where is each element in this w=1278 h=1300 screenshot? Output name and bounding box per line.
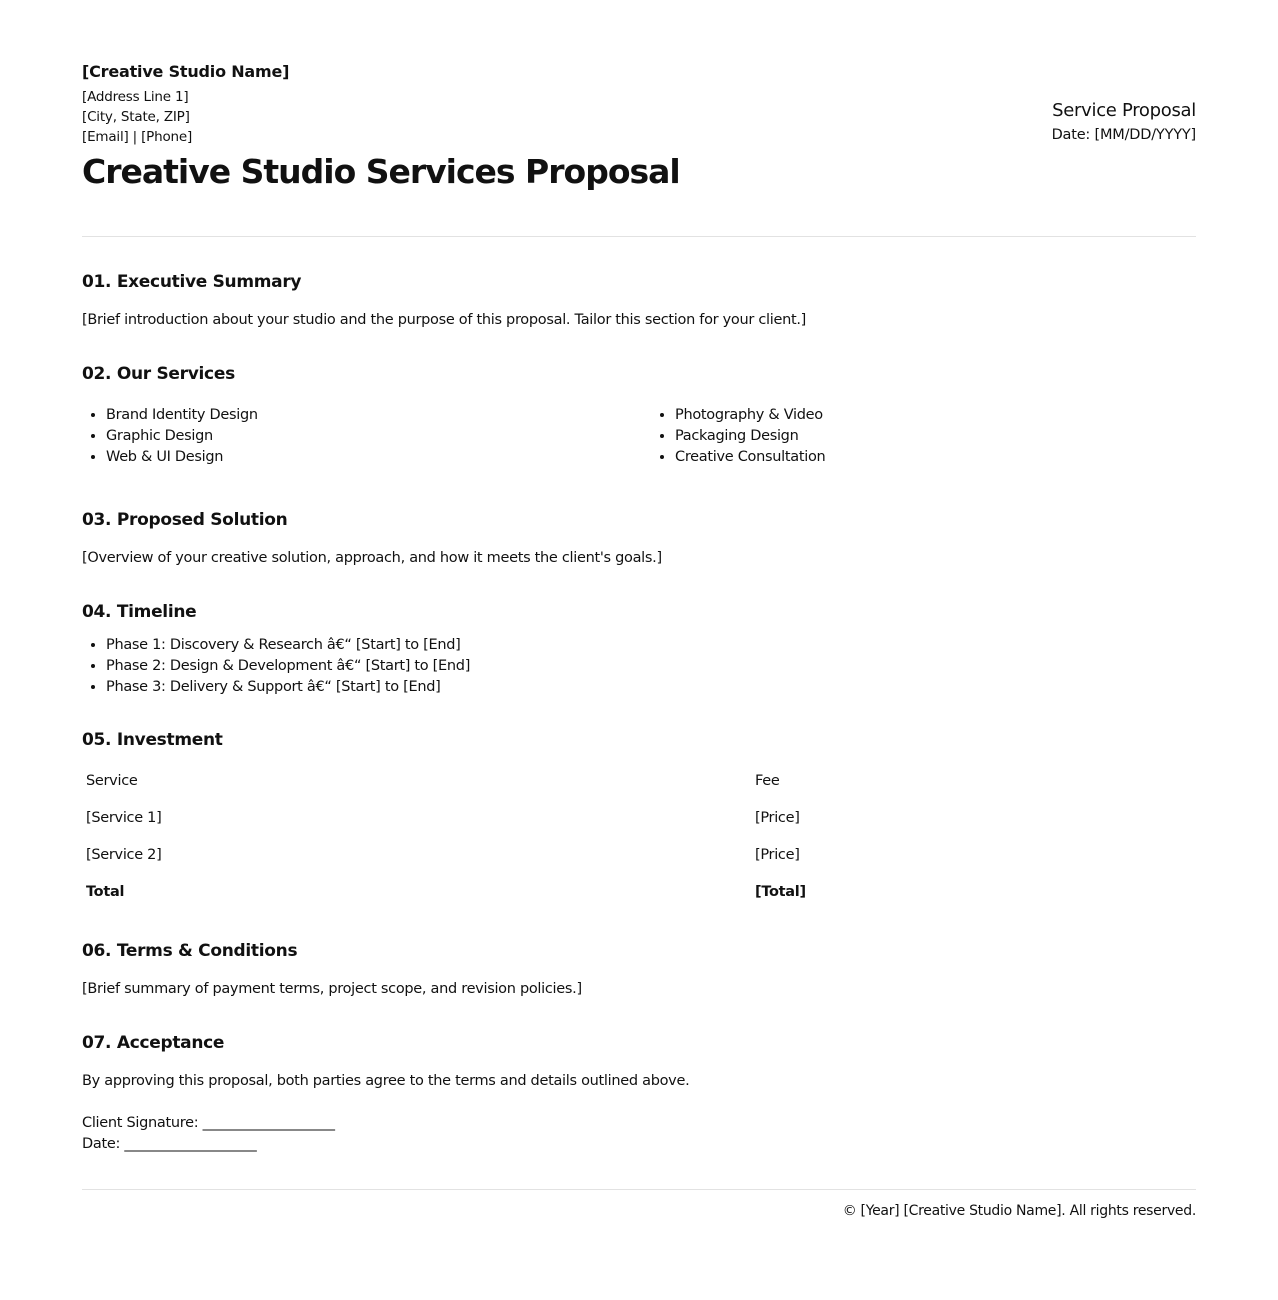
contact-info: [Email] | [Phone] [82,129,193,145]
acceptance-text: By approving this proposal, both parties agree to the terms and details outlined above. [82,1073,690,1089]
client-signature-line: Client Signature: ___________________ [82,1115,335,1131]
section-heading-acceptance: 07. Acceptance [82,1033,225,1053]
list-item: • Packaging Design [675,426,825,447]
signature-date-line: Date: ___________________ [82,1136,257,1152]
list-item: • Creative Consultation [675,447,825,468]
table-header-row [82,762,1196,799]
column-header-service: Service [86,772,138,789]
list-item: • Phase 1: Discovery & Research â€“ [Start] to [End] [106,635,470,656]
section-heading-executive-summary: 01. Executive Summary [82,272,302,292]
studio-name: [Creative Studio Name] [82,62,290,81]
table-total-row [82,873,1196,910]
list-item: • Web & UI Design [106,447,258,468]
services-list-left [82,405,258,468]
section-heading-terms: 06. Terms & Conditions [82,941,298,961]
document-meta [1052,98,1196,146]
column-header-fee: Fee [755,772,780,789]
terms-text: [Brief summary of payment terms, project scope, and revision policies.] [82,981,582,997]
fee-cell: [Price] [755,809,800,826]
list-item: • Phase 2: Design & Development â€“ [Start] to [End] [106,656,470,677]
section-heading-services: 02. Our Services [82,364,235,384]
list-item: • Graphic Design [106,426,258,447]
proposed-solution-text: [Overview of your creative solution, approach, and how it meets the client's goals.] [82,550,662,566]
header-divider [82,236,1196,237]
page-title: Creative Studio Services Proposal [82,152,680,191]
list-item: • Phase 3: Delivery & Support â€“ [Start] to [End] [106,677,470,698]
fee-cell: [Price] [755,846,800,863]
city-state-zip: [City, State, ZIP] [82,109,190,125]
table-row [82,836,1196,873]
list-item: • Photography & Video [675,405,825,426]
services-list-right [651,405,825,468]
executive-summary-text: [Brief introduction about your studio and the purpose of this proposal. Tailor this section for your client.] [82,312,807,328]
timeline-list [82,635,470,698]
document-date: Date: [MM/DD/YYYY] [1051,127,1196,143]
address-line-1: [Address Line 1] [82,89,189,105]
section-heading-proposed-solution: 03. Proposed Solution [82,510,288,530]
section-heading-timeline: 04. Timeline [82,602,197,622]
footer-divider [82,1189,1196,1190]
total-label: Total [86,883,125,900]
table-row [82,799,1196,836]
document-kind: Service Proposal [1052,100,1196,121]
total-value: [Total] [755,883,806,900]
investment-table [82,762,1196,910]
footer-copyright: © [Year] [Creative Studio Name]. All rights reserved. [842,1203,1196,1219]
section-heading-investment: 05. Investment [82,730,223,750]
service-cell: [Service 1] [86,809,162,826]
service-cell: [Service 2] [86,846,162,863]
list-item: • Brand Identity Design [106,405,258,426]
